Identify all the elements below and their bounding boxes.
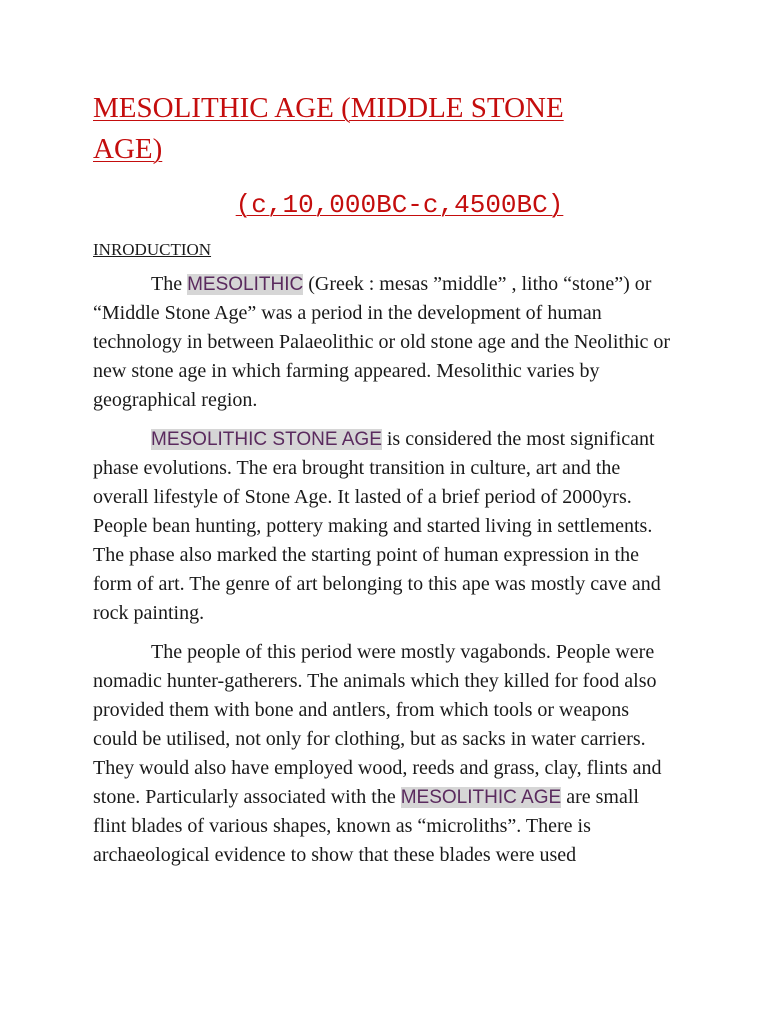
paragraph-2-body: is considered the most significant phase evolutions. The era brought transition in culture, art and the overall lifestyle of Stone Age. It lasted of a brief period of 2000yrs. People bean hunting, pottery making and started living in settlements. The phase also marked the starting point of human expression in the form of art. The genre of art belonging to this ape was mostly cave and rock painting.	[93, 428, 661, 624]
date-range: (c,10,000BC-c,4500BC)	[235, 190, 564, 220]
section-heading: INRODUCTION	[93, 240, 212, 259]
highlighted-term: MESOLITHIC	[187, 274, 304, 295]
paragraph-3	[93, 638, 676, 870]
paragraph-1-lead: The	[151, 273, 188, 295]
paragraph-1	[93, 270, 676, 415]
highlighted-term: MESOLITHIC AGE	[400, 787, 562, 808]
paragraph-3-body: are small flint blades of various shapes, known as “microliths”. There is archaeological evidence to show that these blades were used	[93, 786, 639, 866]
paragraph-1-body: (Greek : mesas ”middle” , litho “stone”) or “Middle Stone Age” was a period in the development of human technology in between Palaeolithic or old stone age and the Neolithic or new stone age in which farming appeared. Mesolithic varies by geographical region.	[93, 273, 671, 411]
document-title: MESOLITHIC AGE (MIDDLE STONE AGE)	[93, 92, 564, 165]
paragraph-3-lead: The people of this period were mostly vagabonds. People were nomadic hunter-gatherers. The animals which they killed for food also provided them with bone and antlers, from which tools or weapons could be utilised, not only for clothing, but as sacks in water carriers. They would also have employed wood, reeds and grass, clay, flints and stone. Particularly associated with the	[93, 641, 662, 808]
highlighted-term: MESOLITHIC STONE AGE	[151, 429, 382, 450]
paragraph-2	[93, 425, 676, 628]
